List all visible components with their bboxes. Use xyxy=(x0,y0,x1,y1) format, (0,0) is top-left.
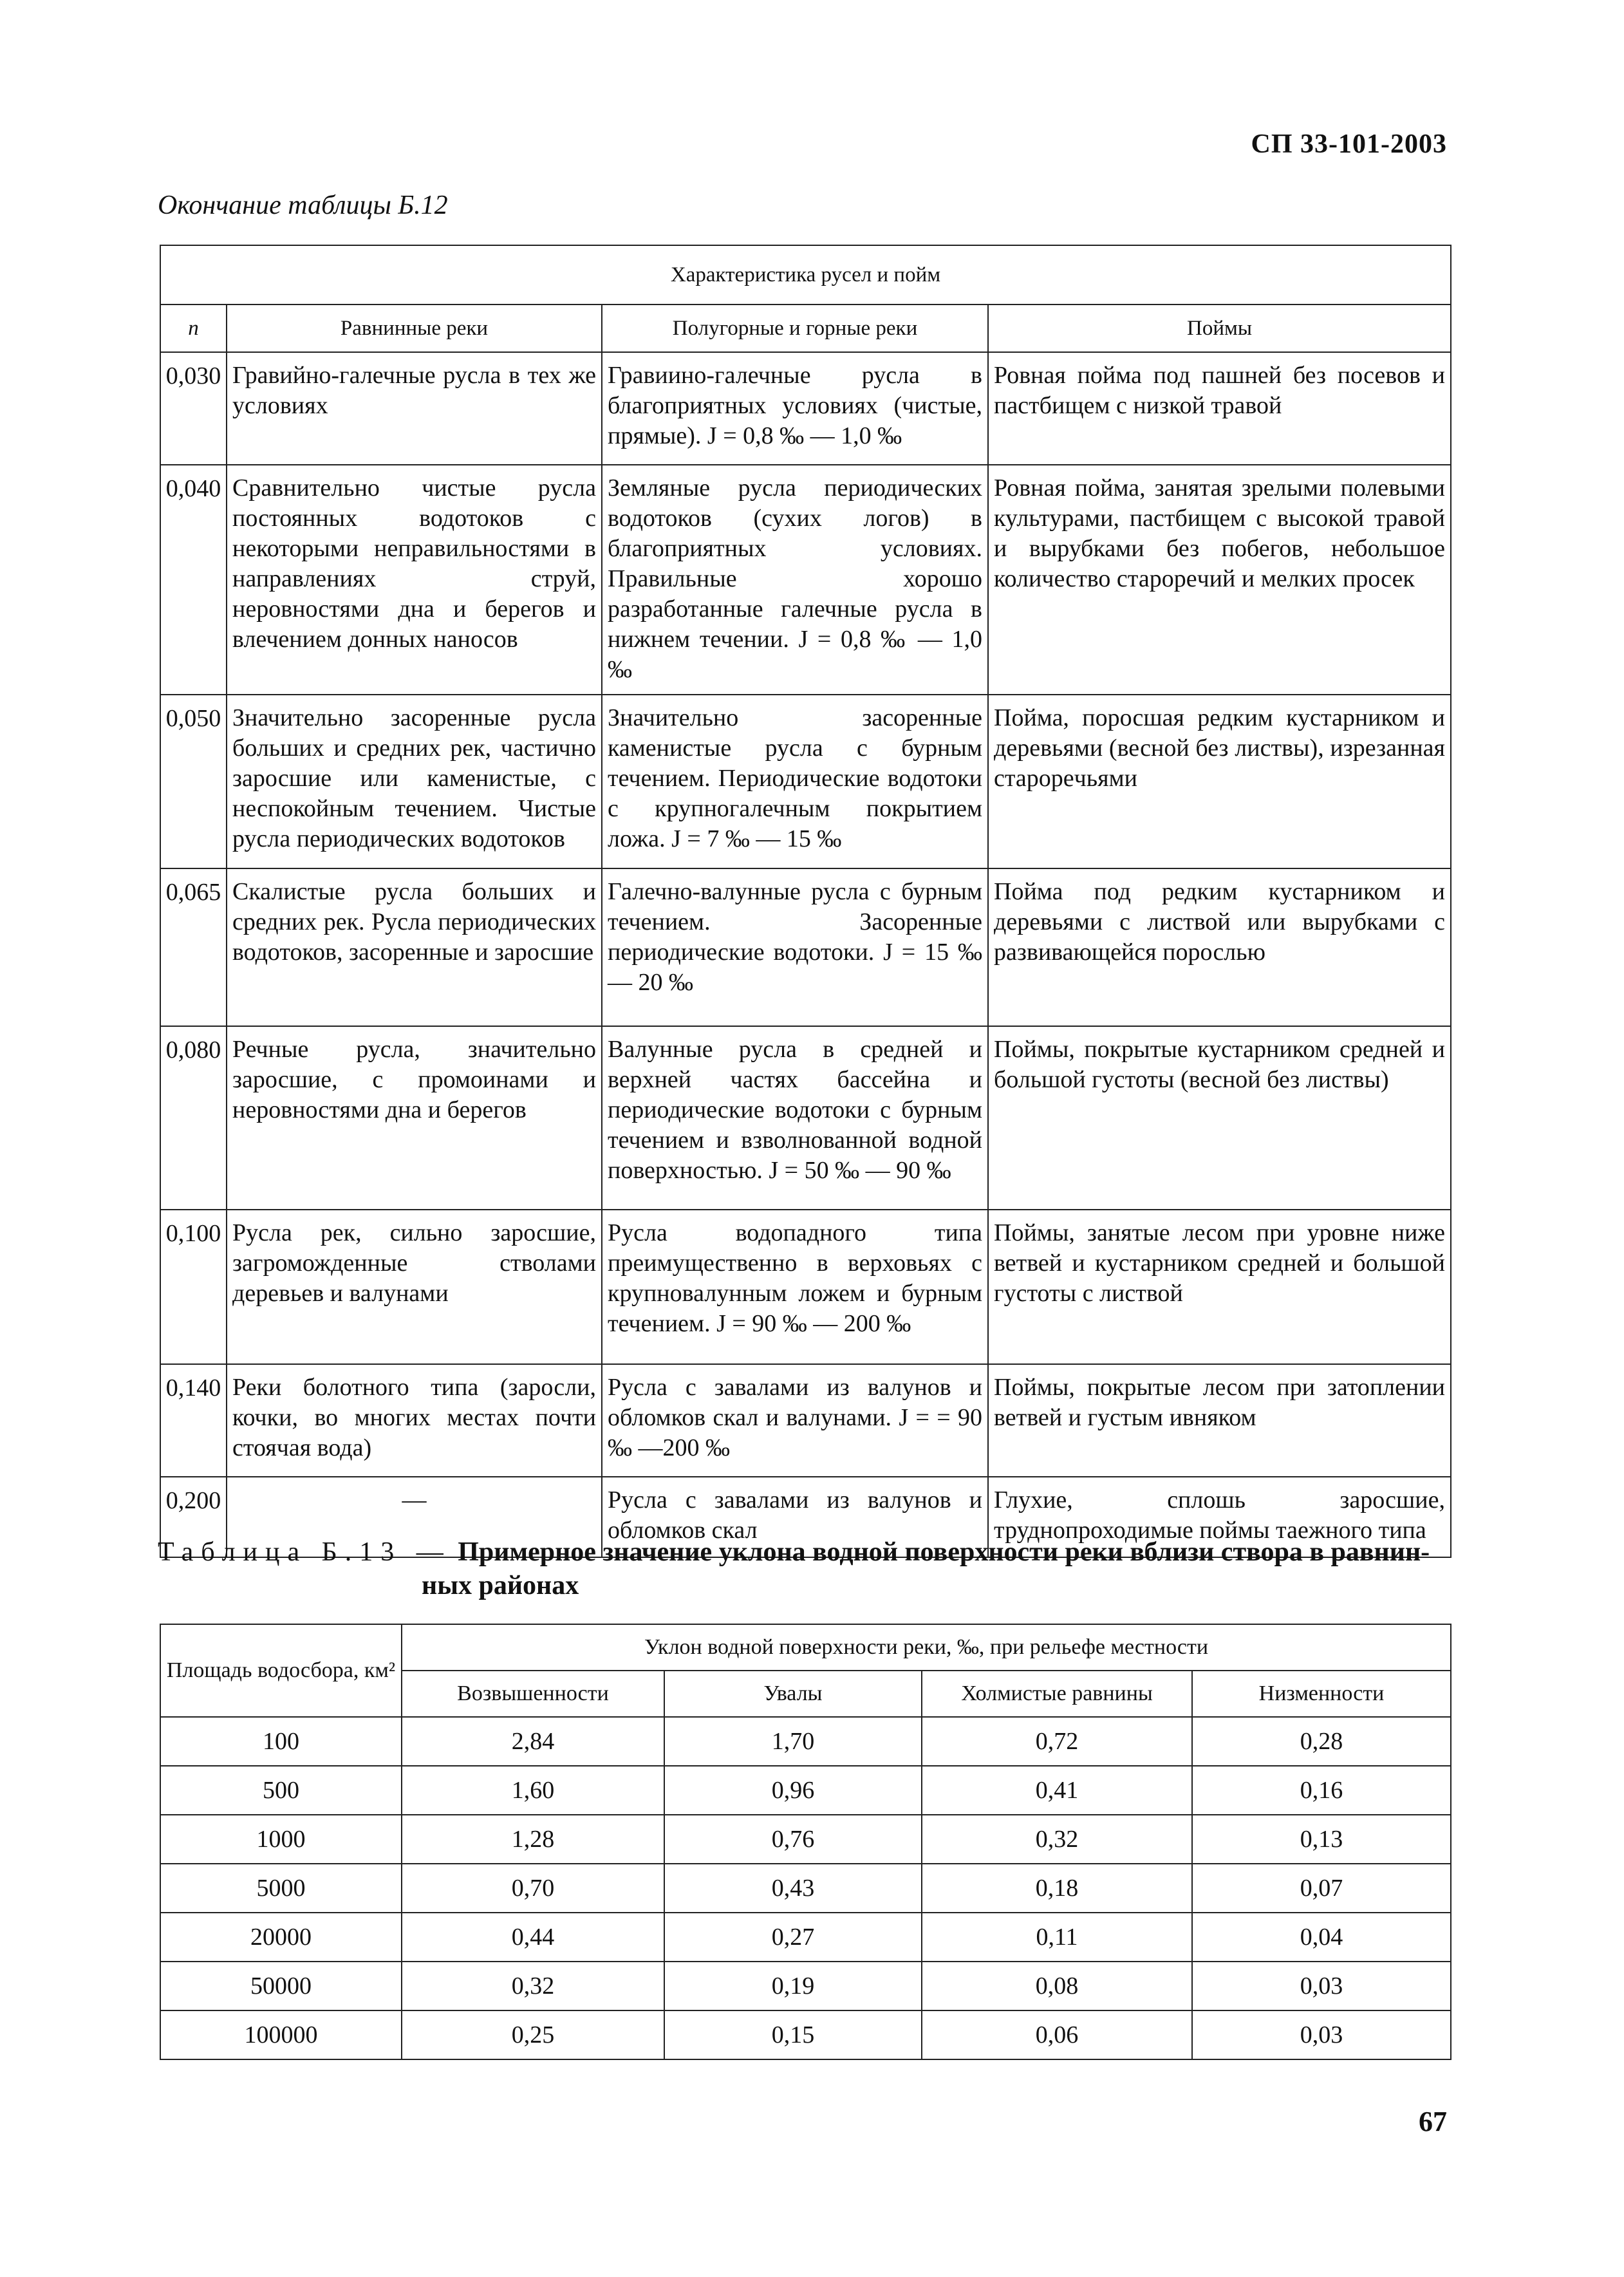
slope-cell: 0,03 xyxy=(1192,1962,1451,2010)
plain-river-description: Речные русла, значительно заросшие, с промоинами и неровностями дна и берегов xyxy=(227,1026,602,1210)
table-b13-caption xyxy=(158,1535,1451,1602)
slope-cell: 0,27 xyxy=(664,1913,922,1962)
table-row xyxy=(160,868,1451,1026)
slope-cell: 0,72 xyxy=(922,1717,1192,1766)
table-row xyxy=(160,1717,1451,1766)
slope-cell: 0,43 xyxy=(664,1864,922,1913)
column-header-lowlands: Низменности xyxy=(1192,1671,1451,1717)
floodplain-description: Поймы, занятые лесом при уровне ниже ветвей и кустарником средней и большой густоты с листвой xyxy=(988,1210,1451,1364)
roughness-coefficient: 0,040 xyxy=(160,465,227,695)
mountain-river-description: Значительно засоренные каменистые русла с бурным течением. Периодические водотоки с крупногалечным покрытием ложа. J = 7 ‰ — 15 ‰ xyxy=(602,695,988,868)
column-header-catchment-area: Площадь водосбора, км² xyxy=(160,1624,402,1717)
slope-cell: 2,84 xyxy=(402,1717,664,1766)
mountain-river-description: Русла с завалами из валунов и обломков скал xyxy=(602,1477,988,1557)
table-row xyxy=(160,1210,1451,1364)
table-continuation-label: Окончание таблицы Б.12 xyxy=(158,191,448,220)
table-b13-caption-label: Таблица Б.13 — xyxy=(158,1537,451,1567)
floodplain-description: Глухие, сплошь заросшие, труднопроходимые поймы таежного типа xyxy=(988,1477,1451,1557)
plain-river-description: Русла рек, сильно заросшие, загроможденные стволами деревьев и валунами xyxy=(227,1210,602,1364)
page-number: 67 xyxy=(1419,2106,1447,2137)
slope-cell: 0,32 xyxy=(402,1962,664,2010)
slope-cell: 0,96 xyxy=(664,1766,922,1815)
column-header-n: n xyxy=(160,305,227,352)
roughness-coefficient: 0,140 xyxy=(160,1364,227,1477)
floodplain-description: Ровная пойма под пашней без посевов и пастбищем с низкой травой xyxy=(988,352,1451,465)
slope-cell: 0,13 xyxy=(1192,1815,1451,1864)
slope-cell: 0,08 xyxy=(922,1962,1192,2010)
slope-cell: 0,28 xyxy=(1192,1717,1451,1766)
mountain-river-description: Земляные русла периодических водотоков (сухих логов) в благоприятных условиях. Правильные хорошо разработанные галечные русла в нижнем течении. J = 0,8 ‰ — 1,0 ‰ xyxy=(602,465,988,695)
table-row xyxy=(160,1913,1451,1962)
plain-river-description: Реки болотного типа (заросли, кочки, во многих местах почти стоячая вода) xyxy=(227,1364,602,1477)
slope-cell: 1,70 xyxy=(664,1717,922,1766)
slope-cell: 0,76 xyxy=(664,1815,922,1864)
mountain-river-description: Русла водопадного типа преимущественно в верховьях с крупновалунным ложем и бурным течением. J = 90 ‰ — 200 ‰ xyxy=(602,1210,988,1364)
slope-cell: 0,11 xyxy=(922,1913,1192,1962)
roughness-coefficient: 0,100 xyxy=(160,1210,227,1364)
table-b13 xyxy=(160,1624,1451,2060)
roughness-coefficient: 0,030 xyxy=(160,352,227,465)
floodplain-description: Поймы, покрытые лесом при затоплении ветвей и густым ивняком xyxy=(988,1364,1451,1477)
slope-cell: 0,41 xyxy=(922,1766,1192,1815)
table-b12-group-header: Характеристика русел и пойм xyxy=(160,245,1451,305)
slope-cell: 0,04 xyxy=(1192,1913,1451,1962)
catchment-area-cell: 100000 xyxy=(160,2010,402,2059)
catchment-area-cell: 1000 xyxy=(160,1815,402,1864)
column-header-floodplains: Поймы xyxy=(988,305,1451,352)
slope-cell: 0,03 xyxy=(1192,2010,1451,2059)
slope-cell: 0,18 xyxy=(922,1864,1192,1913)
table-row xyxy=(160,1026,1451,1210)
column-header-ridges: Увалы xyxy=(664,1671,922,1717)
slope-cell: 0,06 xyxy=(922,2010,1192,2059)
table-row xyxy=(160,2010,1451,2059)
table-row xyxy=(160,465,1451,695)
catchment-area-cell: 500 xyxy=(160,1766,402,1815)
column-header-uplands: Возвышенности xyxy=(402,1671,664,1717)
table-row xyxy=(160,695,1451,868)
table-row xyxy=(160,1962,1451,2010)
table-b13-caption-title: Примерное значение уклона водной поверхности реки вблизи створа в равнин- xyxy=(458,1537,1430,1567)
plain-river-description: Скалистые русла больших и средних рек. Русла периодических водотоков, засоренные и заросшие xyxy=(227,868,602,1026)
catchment-area-cell: 5000 xyxy=(160,1864,402,1913)
column-header-plain-rivers: Равнинные реки xyxy=(227,305,602,352)
catchment-area-cell: 50000 xyxy=(160,1962,402,2010)
mountain-river-description: Русла с завалами из валунов и обломков скал и валунами. J = = 90 ‰ —200 ‰ xyxy=(602,1364,988,1477)
table-row xyxy=(160,1815,1451,1864)
floodplain-description: Ровная пойма, занятая зрелыми полевыми культурами, пастбищем с высокой травой и вырубками без побегов, небольшое количество старорeчий и мелких просек xyxy=(988,465,1451,695)
plain-river-description: Сравнительно чистые русла постоянных водотоков с некоторыми неправильностями в направлениях струй, неровностями дна и берегов и влечением донных наносов xyxy=(227,465,602,695)
slope-cell: 0,44 xyxy=(402,1913,664,1962)
roughness-coefficient: 0,065 xyxy=(160,868,227,1026)
table-row xyxy=(160,1364,1451,1477)
slope-cell: 0,15 xyxy=(664,2010,922,2059)
floodplain-description: Пойма, поросшая редким кустарником и деревьями (весной без листвы), изрезанная старорeчьями xyxy=(988,695,1451,868)
catchment-area-cell: 100 xyxy=(160,1717,402,1766)
floodplain-description: Поймы, покрытые кустарником средней и большой густоты (весной без листвы) xyxy=(988,1026,1451,1210)
roughness-coefficient: 0,080 xyxy=(160,1026,227,1210)
slope-cell: 0,19 xyxy=(664,1962,922,2010)
roughness-coefficient: 0,050 xyxy=(160,695,227,868)
slope-cell: 1,60 xyxy=(402,1766,664,1815)
slope-cell: 0,25 xyxy=(402,2010,664,2059)
catchment-area-cell: 20000 xyxy=(160,1913,402,1962)
mountain-river-description: Галечно-валунные русла с бурным течением. Засоренные периодические водотоки. J = 15 ‰ — 20 ‰ xyxy=(602,868,988,1026)
slope-cell: 0,70 xyxy=(402,1864,664,1913)
mountain-river-description: Валунные русла в средней и верхней частях бассейна и периодические водотоки с бурным течением и взволнованной водной поверхностью. J = 50 ‰ — 90 ‰ xyxy=(602,1026,988,1210)
slope-cell: 0,16 xyxy=(1192,1766,1451,1815)
document-code: СП 33-101-2003 xyxy=(1251,129,1447,159)
slope-cell: 0,07 xyxy=(1192,1864,1451,1913)
table-row xyxy=(160,1864,1451,1913)
column-header-slope-group: Уклон водной поверхности реки, ‰, при рельефе местности xyxy=(402,1624,1451,1671)
slope-cell: 0,32 xyxy=(922,1815,1192,1864)
column-header-mountain-rivers: Полугорные и горные реки xyxy=(602,305,988,352)
floodplain-description: Пойма под редким кустарником и деревьями с листвой или вырубками с развивающейся порослью xyxy=(988,868,1451,1026)
table-b13-caption-title-continuation: ных районах xyxy=(422,1571,579,1600)
roughness-coefficient: 0,200 xyxy=(160,1477,227,1557)
plain-river-description: Значительно засоренные русла больших и средних рек, частично заросшие или каменистые, с неспокойным течением. Чистые русла периодических водотоков xyxy=(227,695,602,868)
plain-river-description: Гравийно-галечные русла в тех же условиях xyxy=(227,352,602,465)
table-row xyxy=(160,1766,1451,1815)
column-header-hilly-plains: Холмистые равнины xyxy=(922,1671,1192,1717)
slope-cell: 1,28 xyxy=(402,1815,664,1864)
table-b12 xyxy=(160,245,1451,1558)
plain-river-description: — xyxy=(227,1477,602,1557)
table-row xyxy=(160,352,1451,465)
mountain-river-description: Гравиино-галечные русла в благоприятных условиях (чистые, прямые). J = 0,8 ‰ — 1,0 ‰ xyxy=(602,352,988,465)
